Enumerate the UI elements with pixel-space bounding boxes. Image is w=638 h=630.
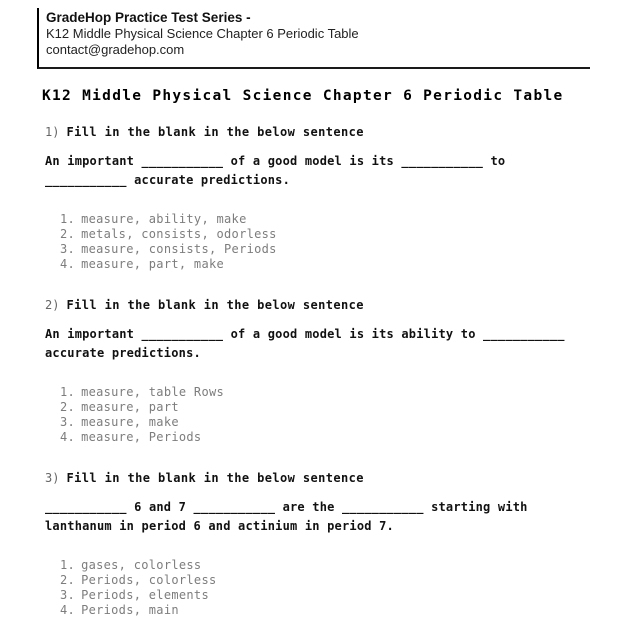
document-header <box>37 8 590 69</box>
page-title: K12 Middle Physical Science Chapter 6 Periodic Table <box>42 88 564 104</box>
option-text: measure, part <box>81 400 179 414</box>
option-text: measure, consists, Periods <box>81 242 277 256</box>
brand-title: GradeHop Practice Test Series - <box>46 10 251 25</box>
option-row <box>60 257 595 272</box>
option-text: Periods, elements <box>81 588 209 602</box>
option-number: 4. <box>60 603 76 617</box>
question-1-options <box>60 212 595 272</box>
option-text: measure, table Rows <box>81 385 225 399</box>
option-text: Periods, colorless <box>81 573 217 587</box>
question-3-sentence: ___________ 6 and 7 ___________ are the ___________ starting with lanthanum in period 6 and actinium in period 7. <box>45 500 528 533</box>
option-row <box>60 415 595 430</box>
option-number: 1. <box>60 212 76 226</box>
header-course-line: K12 Middle Physical Science Chapter 6 Periodic Table <box>46 26 359 41</box>
question-3-number: 3) <box>45 471 60 485</box>
question-2-heading <box>45 298 595 313</box>
option-text: measure, make <box>81 415 179 429</box>
question-1-heading <box>45 125 595 140</box>
question-2-options <box>60 385 595 445</box>
option-text: gases, colorless <box>81 558 202 572</box>
question-2 <box>45 298 595 445</box>
question-1-number: 1) <box>45 125 60 139</box>
option-row <box>60 573 595 588</box>
question-3-instruction: Fill in the blank in the below sentence <box>66 471 364 485</box>
header-contact-email: contact@gradehop.com <box>46 42 185 57</box>
option-text: measure, part, make <box>81 257 225 271</box>
option-text: measure, Periods <box>81 430 202 444</box>
option-row <box>60 588 595 603</box>
option-row <box>60 430 595 445</box>
option-number: 3. <box>60 588 76 602</box>
option-row <box>60 400 595 415</box>
option-row <box>60 385 595 400</box>
option-number: 1. <box>60 385 76 399</box>
question-3-heading <box>45 471 595 486</box>
option-number: 2. <box>60 400 76 414</box>
option-number: 1. <box>60 558 76 572</box>
question-1 <box>45 125 595 272</box>
option-text: metals, consists, odorless <box>81 227 277 241</box>
question-1-sentence: An important ___________ of a good model is its ___________ to ___________ accurate predictions. <box>45 154 506 187</box>
question-2-number: 2) <box>45 298 60 312</box>
option-row <box>60 603 595 618</box>
option-number: 3. <box>60 242 76 256</box>
option-row <box>60 227 595 242</box>
document-body <box>42 87 595 618</box>
option-number: 4. <box>60 430 76 444</box>
question-3-options <box>60 558 595 618</box>
option-text: Periods, main <box>81 603 179 617</box>
question-2-sentence: An important ___________ of a good model is its ability to ___________ accurate predictions. <box>45 327 565 360</box>
option-row <box>60 242 595 257</box>
question-1-instruction: Fill in the blank in the below sentence <box>66 125 364 139</box>
option-row <box>60 558 595 573</box>
option-number: 3. <box>60 415 76 429</box>
option-row <box>60 212 595 227</box>
option-number: 2. <box>60 573 76 587</box>
option-number: 2. <box>60 227 76 241</box>
question-3 <box>45 471 595 618</box>
option-number: 4. <box>60 257 76 271</box>
question-2-instruction: Fill in the blank in the below sentence <box>66 298 364 312</box>
option-text: measure, ability, make <box>81 212 247 226</box>
